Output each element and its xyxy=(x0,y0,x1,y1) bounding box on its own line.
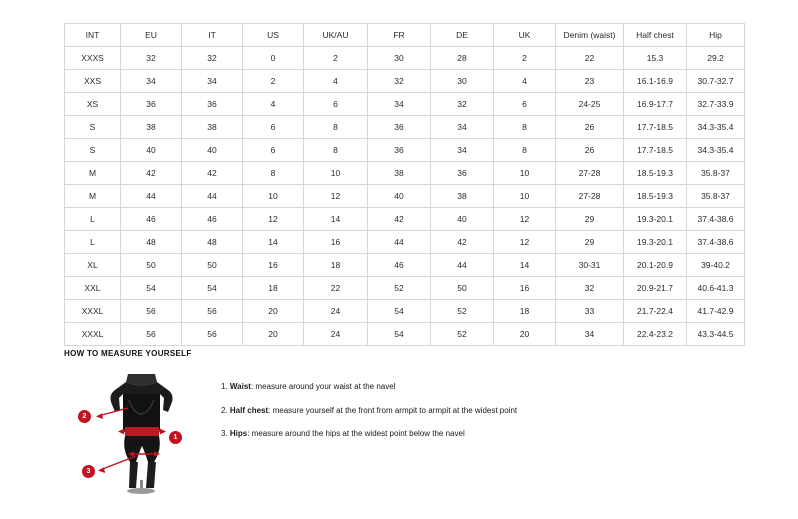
marker-badge-1: 1 xyxy=(169,431,182,444)
cell: 23 xyxy=(556,70,624,93)
cell: XS xyxy=(65,93,121,116)
step-term: Half chest xyxy=(229,405,269,415)
step-text: : measure around your waist at the navel xyxy=(250,382,396,391)
column-header-denim-waist: Denim (waist) xyxy=(556,24,624,47)
column-header-int: INT xyxy=(65,24,121,47)
cell: 32 xyxy=(182,47,243,70)
cell: 52 xyxy=(368,277,431,300)
cell: 16 xyxy=(494,277,556,300)
cell: 8 xyxy=(494,116,556,139)
measure-step-waist xyxy=(221,382,517,392)
cell: 8 xyxy=(494,139,556,162)
cell: 39-40.2 xyxy=(687,254,745,277)
cell: 2 xyxy=(243,70,304,93)
cell: 32 xyxy=(431,93,494,116)
measure-step-hips xyxy=(221,429,517,439)
how-to-measure-section xyxy=(64,349,734,495)
cell: 6 xyxy=(304,93,368,116)
cell: 6 xyxy=(243,116,304,139)
cell: 24-25 xyxy=(556,93,624,116)
cell: 40 xyxy=(182,139,243,162)
step-term: Waist xyxy=(229,382,251,391)
column-header-uk-au: UK/AU xyxy=(304,24,368,47)
cell: 2 xyxy=(494,47,556,70)
cell: 44 xyxy=(431,254,494,277)
cell: 46 xyxy=(182,208,243,231)
cell: 46 xyxy=(368,254,431,277)
cell: 37.4-38.6 xyxy=(687,231,745,254)
cell: 30 xyxy=(368,47,431,70)
cell: 17.7-18.5 xyxy=(624,116,687,139)
cell: 12 xyxy=(304,185,368,208)
cell: M xyxy=(65,185,121,208)
cell: 56 xyxy=(121,300,182,323)
cell: 2 xyxy=(304,47,368,70)
cell: 36 xyxy=(121,93,182,116)
cell: 17.7-18.5 xyxy=(624,139,687,162)
cell: 50 xyxy=(121,254,182,277)
cell: 22.4-23.2 xyxy=(624,323,687,346)
cell: 29 xyxy=(556,231,624,254)
cell: 54 xyxy=(121,277,182,300)
cell: 22 xyxy=(556,47,624,70)
cell: 48 xyxy=(182,231,243,254)
cell: 41.7-42.9 xyxy=(687,300,745,323)
cell: 40 xyxy=(368,185,431,208)
cell: 4 xyxy=(494,70,556,93)
cell: 19.3-20.1 xyxy=(624,208,687,231)
how-to-measure-body xyxy=(64,370,734,495)
cell: 8 xyxy=(304,139,368,162)
cell: 28 xyxy=(431,47,494,70)
step-text: : measure yourself at the front from armpit to armpit at the widest point xyxy=(268,405,518,415)
cell: 43.3-44.5 xyxy=(687,323,745,346)
cell: 12 xyxy=(243,208,304,231)
cell: 18.5-19.3 xyxy=(624,185,687,208)
cell: XL xyxy=(65,254,121,277)
cell: 20 xyxy=(243,300,304,323)
cell: 38 xyxy=(121,116,182,139)
cell: 37.4-38.6 xyxy=(687,208,745,231)
cell: 35.8-37 xyxy=(687,162,745,185)
cell: 42 xyxy=(182,162,243,185)
cell: 26 xyxy=(556,139,624,162)
cell: 27-28 xyxy=(556,185,624,208)
cell: 24 xyxy=(304,300,368,323)
cell: L xyxy=(65,231,121,254)
cell: 54 xyxy=(182,277,243,300)
table-header-row xyxy=(65,24,745,47)
cell: 18 xyxy=(494,300,556,323)
cell: 16.1-16.9 xyxy=(624,70,687,93)
cell: 34 xyxy=(431,139,494,162)
cell: 40 xyxy=(431,208,494,231)
column-header-eu: EU xyxy=(121,24,182,47)
table-row xyxy=(65,323,745,346)
cell: 36 xyxy=(368,116,431,139)
cell: 32.7-33.9 xyxy=(687,93,745,116)
cell: 12 xyxy=(494,231,556,254)
cell: 34 xyxy=(368,93,431,116)
cell: 50 xyxy=(182,254,243,277)
cell: 12 xyxy=(494,208,556,231)
cell: 0 xyxy=(243,47,304,70)
cell: 38 xyxy=(182,116,243,139)
marker-badge-3: 3 xyxy=(82,465,95,478)
cell: 54 xyxy=(368,323,431,346)
cell: 20.1-20.9 xyxy=(624,254,687,277)
table-row xyxy=(65,70,745,93)
measure-steps-list xyxy=(221,370,517,453)
size-conversion-table xyxy=(64,23,745,346)
cell: XXL xyxy=(65,277,121,300)
cell: 18 xyxy=(243,277,304,300)
column-header-fr: FR xyxy=(368,24,431,47)
cell: 34 xyxy=(431,116,494,139)
size-table-container xyxy=(64,23,734,346)
mannequin-illustration xyxy=(84,370,199,495)
cell: 35.8-37 xyxy=(687,185,745,208)
cell: 14 xyxy=(304,208,368,231)
cell: XXXL xyxy=(65,300,121,323)
table-body xyxy=(65,47,745,346)
cell: 14 xyxy=(243,231,304,254)
cell: 4 xyxy=(243,93,304,116)
cell: 4 xyxy=(304,70,368,93)
cell: 27-28 xyxy=(556,162,624,185)
cell: 20 xyxy=(243,323,304,346)
cell: 30 xyxy=(431,70,494,93)
cell: 22 xyxy=(304,277,368,300)
step-number: 1. xyxy=(221,382,228,391)
table-row xyxy=(65,162,745,185)
cell: 48 xyxy=(121,231,182,254)
cell: M xyxy=(65,162,121,185)
measure-step-half-chest xyxy=(221,406,517,416)
column-header-de: DE xyxy=(431,24,494,47)
cell: 30-31 xyxy=(556,254,624,277)
cell: 56 xyxy=(182,300,243,323)
cell: 21.7-22.4 xyxy=(624,300,687,323)
cell: 36 xyxy=(431,162,494,185)
cell: 33 xyxy=(556,300,624,323)
cell: 32 xyxy=(121,47,182,70)
cell: 18.5-19.3 xyxy=(624,162,687,185)
cell: 10 xyxy=(494,162,556,185)
step-term: Hips xyxy=(229,429,248,439)
cell: 16 xyxy=(243,254,304,277)
cell: 24 xyxy=(304,323,368,346)
cell: 16.9-17.7 xyxy=(624,93,687,116)
marker-badge-2: 2 xyxy=(78,410,91,423)
cell: 42 xyxy=(431,231,494,254)
cell: 46 xyxy=(121,208,182,231)
cell: 10 xyxy=(243,185,304,208)
cell: 14 xyxy=(494,254,556,277)
column-header-hip: Hip xyxy=(687,24,745,47)
table-row xyxy=(65,277,745,300)
cell: 10 xyxy=(494,185,556,208)
cell: 34 xyxy=(556,323,624,346)
column-header-half-chest: Half chest xyxy=(624,24,687,47)
step-text: : measure around the hips at the widest point below the navel xyxy=(247,429,465,439)
cell: 34 xyxy=(182,70,243,93)
cell: 29.2 xyxy=(687,47,745,70)
table-row xyxy=(65,208,745,231)
cell: 36 xyxy=(182,93,243,116)
cell: 26 xyxy=(556,116,624,139)
step-number: 2. xyxy=(221,405,228,415)
cell: 36 xyxy=(368,139,431,162)
cell: 15.3 xyxy=(624,47,687,70)
mannequin-icon xyxy=(84,370,199,495)
cell: 44 xyxy=(182,185,243,208)
cell: 8 xyxy=(243,162,304,185)
step-number: 3. xyxy=(221,429,228,439)
column-header-us: US xyxy=(243,24,304,47)
cell: 54 xyxy=(368,300,431,323)
cell: 42 xyxy=(121,162,182,185)
cell: L xyxy=(65,208,121,231)
cell: 44 xyxy=(368,231,431,254)
cell: 52 xyxy=(431,300,494,323)
cell: 8 xyxy=(304,116,368,139)
table-row xyxy=(65,47,745,70)
cell: 38 xyxy=(431,185,494,208)
cell: 20.9-21.7 xyxy=(624,277,687,300)
cell: 56 xyxy=(182,323,243,346)
cell: 34 xyxy=(121,70,182,93)
table-row xyxy=(65,116,745,139)
cell: 34.3-35.4 xyxy=(687,139,745,162)
cell: 42 xyxy=(368,208,431,231)
cell: 44 xyxy=(121,185,182,208)
cell: 18 xyxy=(304,254,368,277)
cell: XXS xyxy=(65,70,121,93)
cell: S xyxy=(65,116,121,139)
cell: 6 xyxy=(494,93,556,116)
cell: 52 xyxy=(431,323,494,346)
cell: 32 xyxy=(368,70,431,93)
cell: 50 xyxy=(431,277,494,300)
table-row xyxy=(65,93,745,116)
cell: XXXS xyxy=(65,47,121,70)
how-to-measure-title: HOW TO MEASURE YOURSELF xyxy=(64,349,192,358)
column-header-it: IT xyxy=(182,24,243,47)
cell: 10 xyxy=(304,162,368,185)
cell: 16 xyxy=(304,231,368,254)
cell: 34.3-35.4 xyxy=(687,116,745,139)
table-row xyxy=(65,231,745,254)
cell: 6 xyxy=(243,139,304,162)
cell: S xyxy=(65,139,121,162)
table-row xyxy=(65,254,745,277)
cell: 20 xyxy=(494,323,556,346)
table-row xyxy=(65,139,745,162)
cell: 40 xyxy=(121,139,182,162)
cell: 40.6-41.3 xyxy=(687,277,745,300)
table-row xyxy=(65,185,745,208)
cell: 30.7-32.7 xyxy=(687,70,745,93)
cell: 38 xyxy=(368,162,431,185)
cell: 19.3-20.1 xyxy=(624,231,687,254)
cell: 56 xyxy=(121,323,182,346)
table-row xyxy=(65,300,745,323)
cell: XXXL xyxy=(65,323,121,346)
cell: 29 xyxy=(556,208,624,231)
cell: 32 xyxy=(556,277,624,300)
column-header-uk: UK xyxy=(494,24,556,47)
